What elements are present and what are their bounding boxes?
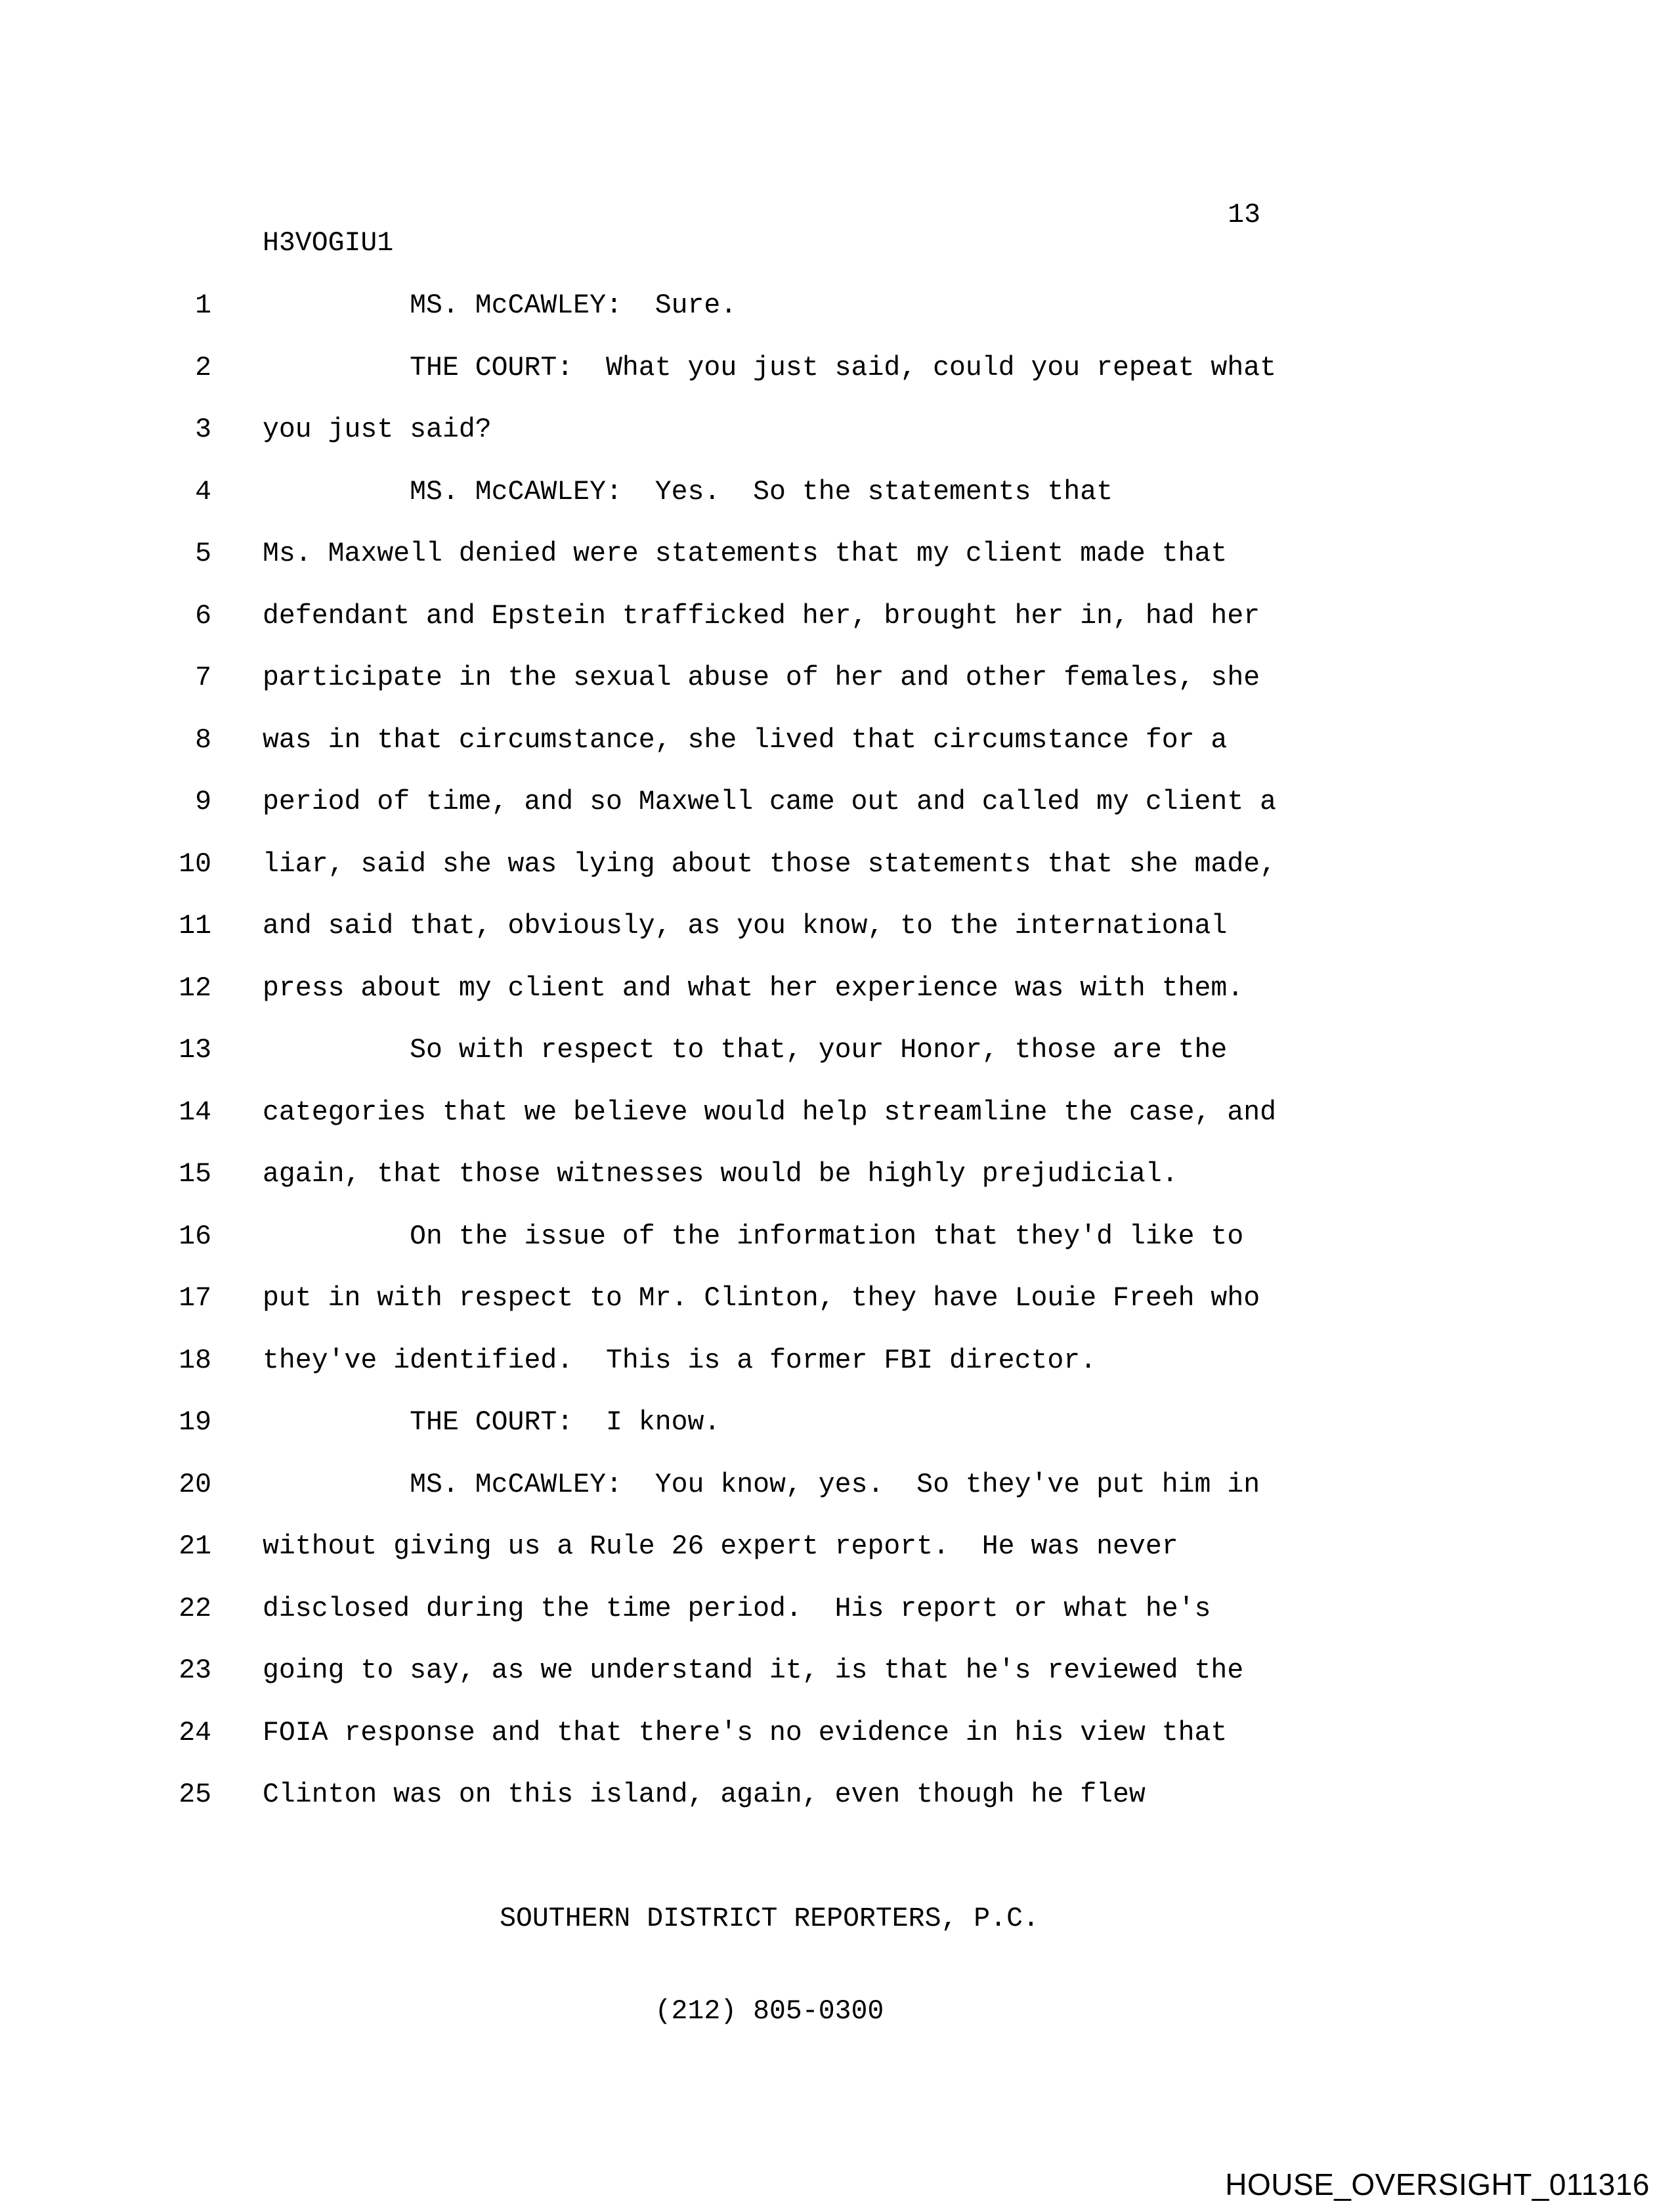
line-number: 20	[179, 1469, 211, 1500]
line-number: 23	[179, 1655, 211, 1686]
transcript-line	[0, 1020, 1674, 1082]
line-number: 15	[179, 1159, 211, 1190]
line-number: 8	[195, 724, 211, 756]
transcript-line	[0, 710, 1674, 772]
transcript-line	[0, 1392, 1674, 1454]
transcript-line	[0, 771, 1674, 834]
line-number: 12	[179, 972, 211, 1004]
transcript-body	[0, 275, 1674, 1827]
transcript-line	[0, 1454, 1674, 1517]
line-text: put in with respect to Mr. Clinton, they have Louie Freeh who	[263, 1283, 1260, 1314]
line-text: liar, said she was lying about those statements that she made,	[263, 848, 1277, 880]
transcript-line	[0, 1144, 1674, 1206]
transcript-line	[0, 1702, 1674, 1765]
reporter-name: SOUTHERN DISTRICT REPORTERS, P.C.	[500, 1903, 1039, 1934]
line-number: 7	[195, 662, 211, 693]
transcript-line	[0, 1764, 1674, 1827]
line-text: MS. McCAWLEY: Yes. So the statements that	[263, 476, 1113, 508]
line-number: 18	[179, 1345, 211, 1376]
line-number: 9	[195, 787, 211, 817]
transcript-line	[0, 1330, 1674, 1393]
transcript-line	[0, 1206, 1674, 1269]
line-text: defendant and Epstein trafficked her, brought her in, had her	[263, 600, 1260, 632]
line-text: Clinton was on this island, again, even though he flew	[263, 1779, 1146, 1810]
line-number: 4	[195, 476, 211, 508]
line-number: 25	[179, 1779, 211, 1810]
transcript-line	[0, 958, 1674, 1020]
line-number: 10	[179, 848, 211, 880]
page-number: 13	[1228, 200, 1260, 230]
line-number: 19	[179, 1407, 211, 1438]
reporter-footer	[263, 1842, 1276, 2089]
line-number: 22	[179, 1593, 211, 1624]
transcript-line	[0, 1268, 1674, 1330]
line-text: again, that those witnesses would be highly prejudicial.	[263, 1159, 1178, 1190]
line-number: 16	[179, 1221, 211, 1252]
line-text: and said that, obviously, as you know, to the international	[263, 911, 1228, 942]
line-text: press about my client and what her experience was with them.	[263, 972, 1244, 1004]
line-number: 2	[195, 352, 211, 383]
transcript-line	[0, 1516, 1674, 1578]
reporter-phone: (212) 805-0300	[655, 1996, 884, 2027]
transcript-line	[0, 1578, 1674, 1641]
transcript-line	[0, 1082, 1674, 1144]
line-number: 11	[179, 911, 211, 942]
line-text: THE COURT: I know.	[263, 1407, 721, 1438]
line-number: 5	[195, 538, 211, 569]
line-number: 1	[195, 290, 211, 321]
line-text: categories that we believe would help streamline the case, and	[263, 1096, 1277, 1128]
line-number: 21	[179, 1531, 211, 1562]
line-number: 24	[179, 1717, 211, 1748]
line-text: MS. McCAWLEY: You know, yes. So they've put him in	[263, 1469, 1260, 1500]
line-text: going to say, as we understand it, is that he's reviewed the	[263, 1655, 1244, 1686]
line-number: 3	[195, 414, 211, 445]
transcript-line	[0, 834, 1674, 896]
transcript-line	[0, 462, 1674, 524]
line-number: 17	[179, 1283, 211, 1314]
transcript-line	[0, 523, 1674, 586]
line-text: On the issue of the information that they'd like to	[263, 1221, 1244, 1252]
transcript-line	[0, 275, 1674, 337]
line-number: 14	[179, 1096, 211, 1128]
line-text: So with respect to that, your Honor, those are the	[263, 1035, 1228, 1066]
line-number: 6	[195, 600, 211, 632]
line-text: MS. McCAWLEY: Sure.	[263, 290, 737, 321]
bates-stamp: HOUSE_OVERSIGHT_011316	[1225, 2167, 1650, 2201]
line-text: FOIA response and that there's no evidence in his view that	[263, 1717, 1228, 1748]
transcript-line	[0, 399, 1674, 462]
line-text: you just said?	[263, 414, 492, 445]
transcript-line	[0, 586, 1674, 648]
transcript-line	[0, 337, 1674, 400]
line-text: disclosed during the time period. His report or what he's	[263, 1593, 1211, 1624]
line-text: without giving us a Rule 26 expert report. He was never	[263, 1531, 1178, 1562]
line-text: participate in the sexual abuse of her and other females, she	[263, 662, 1260, 693]
line-text: Ms. Maxwell denied were statements that my client made that	[263, 538, 1228, 569]
transcript-line	[0, 1640, 1674, 1702]
transcript-line	[0, 896, 1674, 958]
transcript-session-id: H3VOGIU1	[263, 228, 394, 259]
line-text: THE COURT: What you just said, could you repeat what	[263, 352, 1277, 383]
line-text: was in that circumstance, she lived that circumstance for a	[263, 724, 1228, 756]
line-number: 13	[179, 1035, 211, 1066]
transcript-line	[0, 647, 1674, 710]
line-text: they've identified. This is a former FBI director.	[263, 1345, 1097, 1376]
line-text: period of time, and so Maxwell came out and called my client a	[263, 787, 1277, 817]
